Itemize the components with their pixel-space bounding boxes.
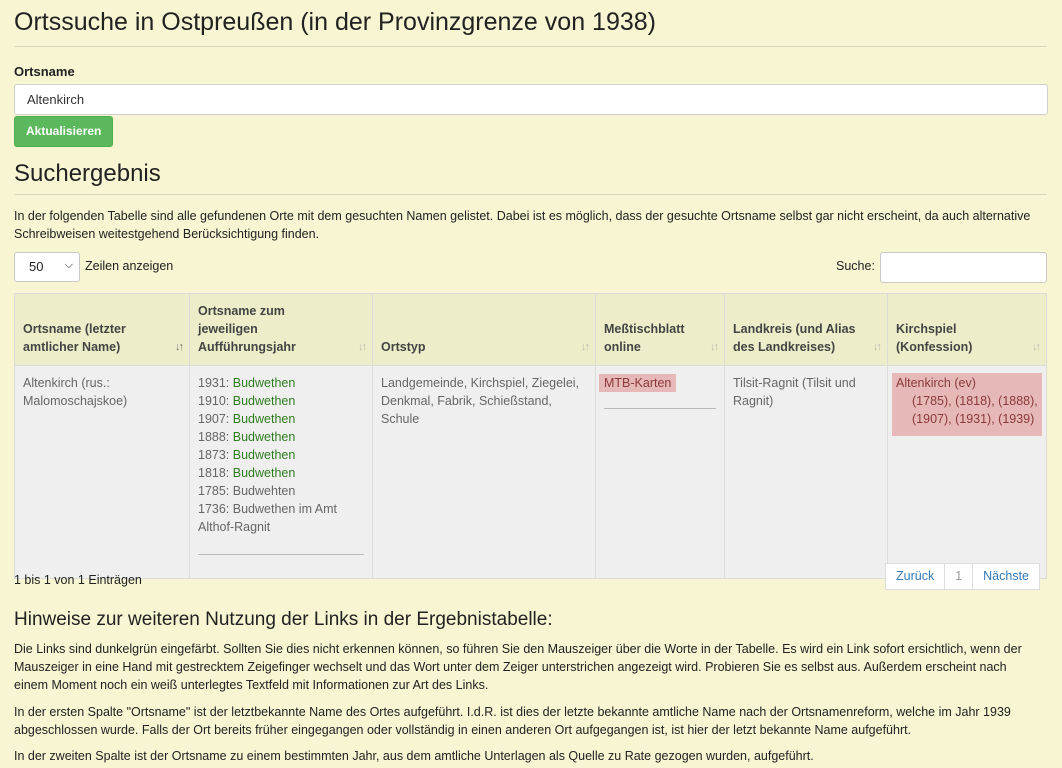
cell-landkreis: Tilsit-Ragnit (Tilsit und Ragnit) xyxy=(725,366,888,579)
table-row xyxy=(15,366,1047,579)
page-length-select[interactable] xyxy=(14,252,80,282)
cell-messtischblatt xyxy=(596,366,725,579)
column-header-ortsname[interactable]: Ortsname (letzter amtlicher Name) ↓↑ xyxy=(15,294,190,366)
column-header-kirchspiel[interactable]: Kirchspiel (Konfession) ↓↑ xyxy=(888,294,1047,366)
notes-heading: Hinweise zur weiteren Nutzung der Links in der Ergebnistabelle: xyxy=(14,609,553,630)
history-entry xyxy=(198,464,364,482)
history-name-link[interactable]: Budwethen xyxy=(232,448,296,462)
history-year: 1931: xyxy=(198,376,233,390)
cell-ortstyp: Landgemeinde, Kirchspiel, Ziegelei, Denkmal, Fabrik, Schießstand, Schule xyxy=(373,366,596,579)
pagination-page-1[interactable]: 1 xyxy=(944,563,973,590)
history-name: Budwethen im Amt Althof-Ragnit xyxy=(198,502,337,534)
pagination-prev-button[interactable]: Zurück xyxy=(885,563,945,590)
table-info: 1 bis 1 von 1 Einträgen xyxy=(14,573,142,587)
mtb-karten-link[interactable]: MTB-Karten xyxy=(599,374,676,392)
history-entry xyxy=(198,482,364,500)
notes-paragraph-3: In der zweiten Spalte ist der Ortsname zu einem bestimmten Jahr, aus dem amtliche Unterlagen als Quelle zu Rate gezogen wurden, aufgeführt. xyxy=(14,749,814,763)
pagination-next-button[interactable]: Nächste xyxy=(972,563,1040,590)
cell-ortsname: Altenkirch (rus.: Malomoschajskoe) xyxy=(15,366,190,579)
notes-paragraph-1: Die Links sind dunkelgrün eingefärbt. Sollten Sie dies nicht erkennen können, so führen Sie den Mauszeiger über die Worte in der Tabelle. Es wird ein Link sofort ersichtlich, wenn der Mauszeiger in eine Hand mit gestrecktem Zeigefinger wechselt und das Wort unter dem Zeiger unterstrichen angezeigt wird. Probieren Sie es selbst aus. Außerdem erscheint nach einem Moment noch ein weiß unterlegtes Textfeld mit Informationen zur Art des Links. xyxy=(14,642,1022,692)
notes-paragraph-2: In der ersten Spalte "Ortsname" ist der letztbekannte Name des Ortes aufgeführt. I.d.R. ist dies der letzte bekannte amtliche Name nach der Ortsnamenreform, welche im Jahr 1939 abgeschlossen wurde. Falls der Ort bereits früher eingegangen oder vollständig in einen anderen Ort aufgegangen ist, ist hier der letzt bekannte Name aufgeführt. xyxy=(14,705,1011,737)
column-header-messtischblatt[interactable]: Meßtischblatt online ↓↑ xyxy=(596,294,725,366)
sort-icon: ↓↑ xyxy=(581,341,588,353)
aktualisieren-button[interactable]: Aktualisieren xyxy=(14,116,113,147)
results-intro: In der folgenden Tabelle sind alle gefundenen Orte mit dem gesuchten Namen gelistet. Dabei ist es möglich, dass der gesuchte Ortsname selbst gar nicht erscheint, da auch alternative Schreibweisen weitestgehend Berücksichtigung finden. xyxy=(14,209,1031,241)
history-entry xyxy=(198,410,364,428)
history-name-link[interactable]: Budwethen xyxy=(232,466,296,480)
sort-ascending-icon: ↓↑ xyxy=(175,341,182,353)
page-length-label: Zeilen anzeigen xyxy=(85,259,174,273)
history-name-link[interactable]: Budwethen xyxy=(232,412,296,426)
ortsname-input[interactable] xyxy=(14,84,1048,115)
results-heading: Suchergebnis xyxy=(14,160,1047,195)
history-year: 1907: xyxy=(198,412,233,426)
history-year: 1785: xyxy=(198,484,233,498)
column-header-auffuehrungsjahr[interactable]: Ortsname zum jeweiligen Aufführungsjahr ↓↑ xyxy=(190,294,373,366)
column-header-ortstyp[interactable]: Ortstyp ↓↑ xyxy=(373,294,596,366)
history-entry xyxy=(198,374,364,392)
history-name-link[interactable]: Budwethen xyxy=(232,394,296,408)
sort-icon: ↓↑ xyxy=(710,341,717,353)
sort-icon: ↓↑ xyxy=(873,341,880,353)
ortsname-label: Ortsname xyxy=(14,64,75,79)
results-heading-block xyxy=(14,160,1047,195)
history-entry xyxy=(198,392,364,410)
sort-icon: ↓↑ xyxy=(1032,341,1039,353)
results-table xyxy=(14,293,1047,579)
page-title: Ortssuche in Ostpreußen (in der Provinzgrenze von 1938) xyxy=(14,0,1047,47)
chevron-down-icon: ⌵ xyxy=(64,259,73,271)
history-entry xyxy=(198,500,364,536)
history-year: 1818: xyxy=(198,466,233,480)
cell-history xyxy=(190,366,373,579)
history-name-link[interactable]: Budwethen xyxy=(232,430,296,444)
kirchspiel-link[interactable] xyxy=(892,373,1042,436)
history-year: 1888: xyxy=(198,430,233,444)
history-year: 1736: xyxy=(198,502,233,516)
history-entry xyxy=(198,428,364,446)
history-name-link[interactable]: Budwethen xyxy=(232,376,296,390)
kirchspiel-name: Altenkirch (ev) xyxy=(896,376,976,390)
cell-kirchspiel xyxy=(888,366,1047,579)
history-year: 1873: xyxy=(198,448,233,462)
divider xyxy=(604,408,716,409)
table-search-input[interactable] xyxy=(880,252,1047,283)
sort-icon: ↓↑ xyxy=(358,341,365,353)
history-list xyxy=(198,374,364,536)
pagination xyxy=(886,563,1040,589)
column-header-landkreis[interactable]: Landkreis (und Alias des Landkreises) ↓↑ xyxy=(725,294,888,366)
history-year: 1910: xyxy=(198,394,233,408)
divider xyxy=(198,554,364,555)
history-name: Budwehten xyxy=(232,484,296,498)
table-search-label: Suche: xyxy=(836,259,875,273)
history-entry xyxy=(198,446,364,464)
kirchspiel-years: (1785), (1818), (1888), (1907), (1931), (1939) xyxy=(912,394,1038,426)
page-length-value: 50 xyxy=(29,259,44,274)
